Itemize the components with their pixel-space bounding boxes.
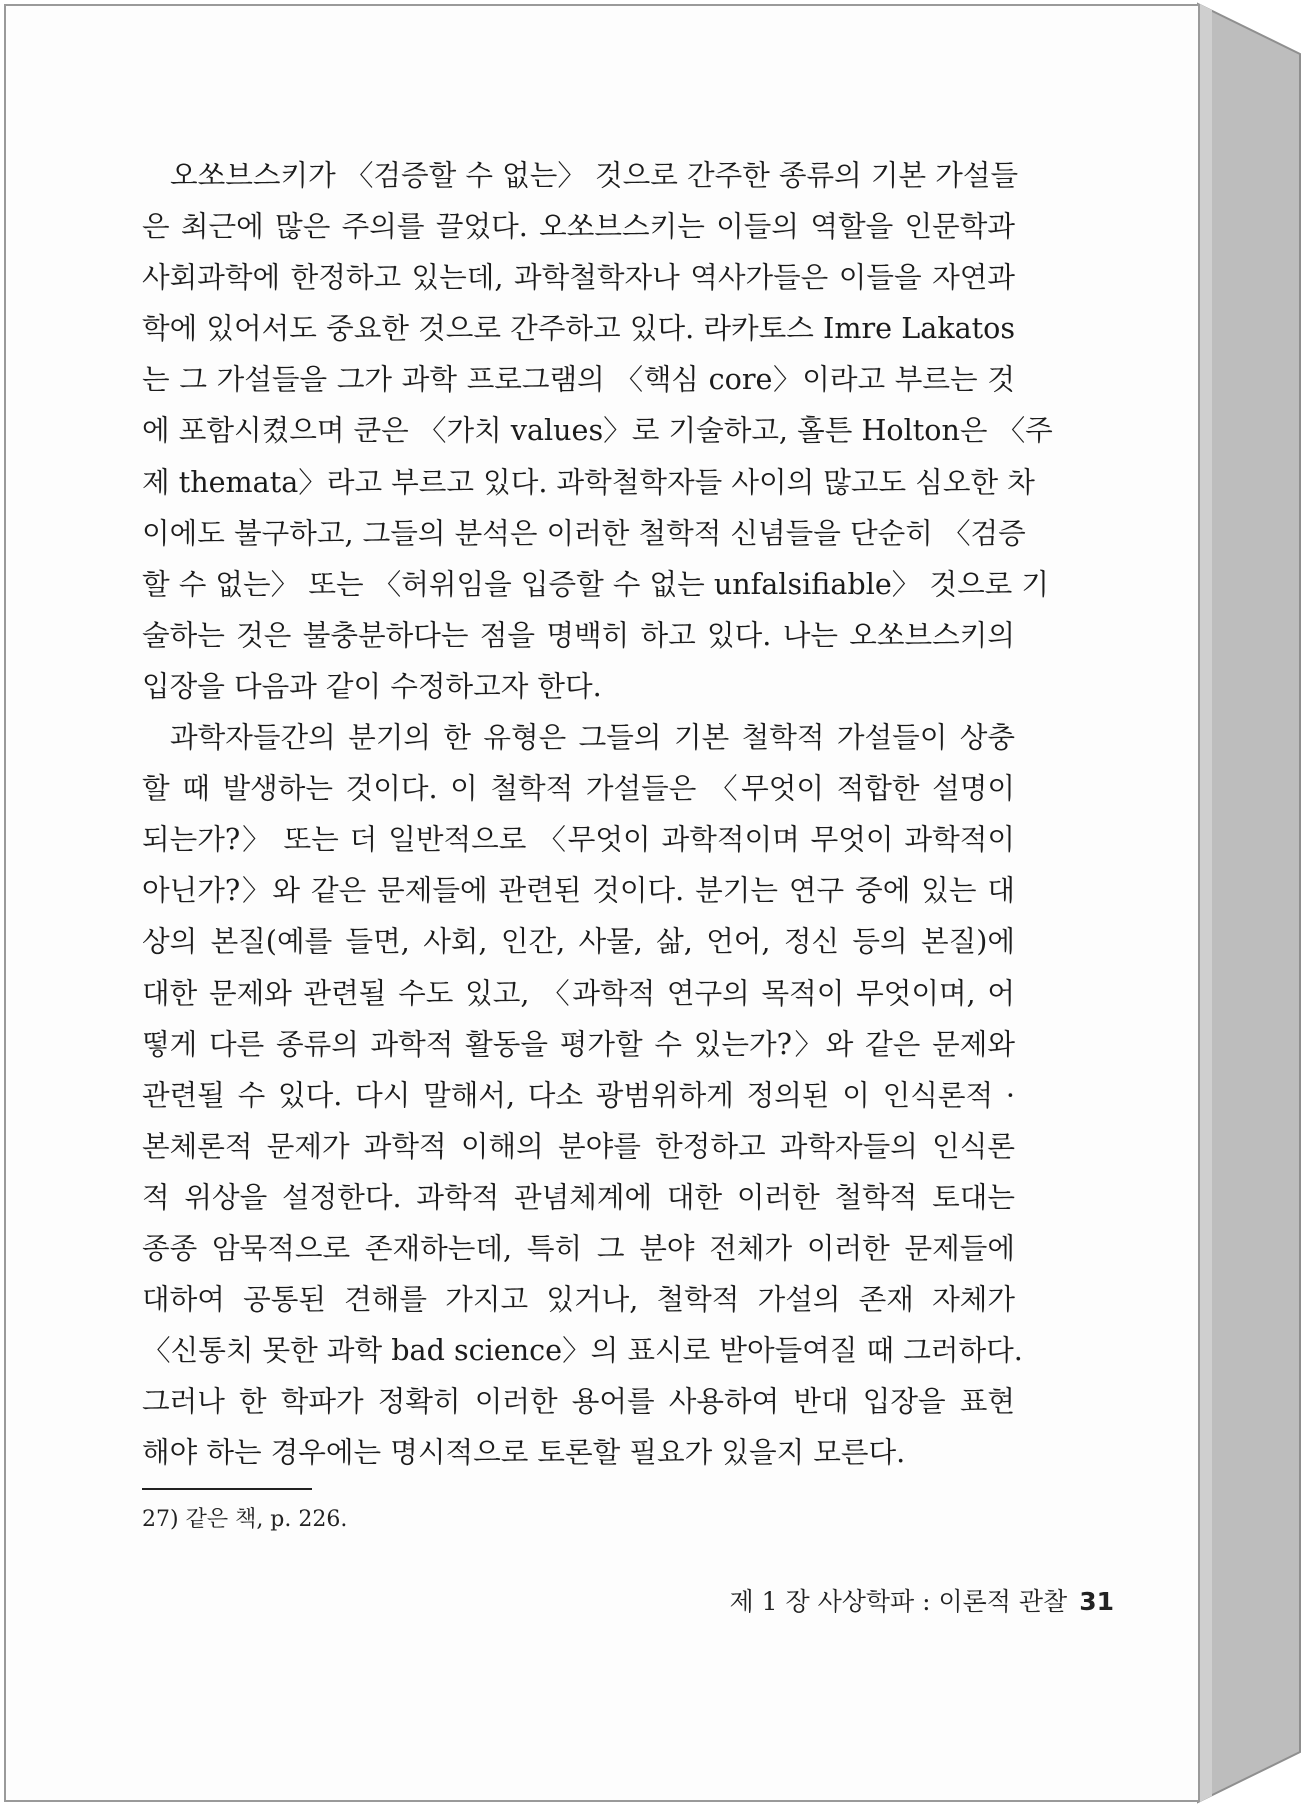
text-line: 대하여 공통된 견해를 가지고 있거나, 철학적 가설의 존재 자체가 (142, 1282, 1015, 1317)
body-text (142, 150, 1053, 1478)
text-line: 〈신통치 못한 과학 bad science〉의 표시로 받아들여질 때 그러하다. (142, 1333, 1023, 1368)
text-line: 할 수 없는〉 또는 〈허위임을 입증할 수 없는 unfalsifiable〉 것으로 기 (142, 566, 1050, 601)
text-line: 되는가?〉 또는 더 일반적으로 〈무엇이 과학적이며 무엇이 과학적이 (142, 822, 1015, 857)
text-line: 입장을 다음과 같이 수정하고자 한다. (142, 668, 602, 703)
text-line: 본체론적 문제가 과학적 이해의 분야를 한정하고 과학자들의 인식론 (142, 1128, 1015, 1163)
text-line: 사회과학에 한정하고 있는데, 과학철학자나 역사가들은 이들을 자연과 (142, 260, 1015, 295)
text-line: 종종 암묵적으로 존재하는데, 특히 그 분야 전체가 이러한 문제들에 (142, 1230, 1015, 1265)
text-line: 과학자들간의 분기의 한 유형은 그들의 기본 철학적 가설들이 상충 (170, 720, 1015, 755)
page-number: 31 (1079, 1587, 1114, 1616)
text-line: 에 포함시켰으며 쿤은 〈가치 values〉로 기술하고, 홀튼 Holton은 〈주 (142, 413, 1053, 448)
text-line: 적 위상을 설정한다. 과학적 관념체계에 대한 이러한 철학적 토대는 (142, 1179, 1015, 1214)
text-line: 제 themata〉라고 부르고 있다. 과학철학자들 사이의 많고도 심오한 차 (142, 464, 1035, 499)
text-line: 은 최근에 많은 주의를 끌었다. 오쏘브스키는 이들의 역할을 인문학과 (142, 209, 1015, 244)
text-line: 상의 본질(예를 들면, 사회, 인간, 사물, 삶, 언어, 정신 등의 본질)에 (142, 924, 1015, 959)
text-line: 해야 하는 경우에는 명시적으로 토론할 필요가 있을지 모른다. (142, 1435, 906, 1470)
text-line: 아닌가?〉와 같은 문제들에 관련된 것이다. 분기는 연구 중에 있는 대 (142, 873, 1015, 908)
text-line: 이에도 불구하고, 그들의 분석은 이러한 철학적 신념들을 단순히 〈검증 (142, 515, 1026, 550)
text-line: 관련될 수 있다. 다시 말해서, 다소 광범위하게 정의된 이 인식론적 · (142, 1077, 1015, 1112)
chapter-title: 제 1 장 사상학파 : 이론적 관찰 (729, 1587, 1068, 1616)
text-line: 학에 있어서도 중요한 것으로 간주하고 있다. 라카토스 Imre Lakatos (142, 311, 1015, 346)
text-line: 떻게 다른 종류의 과학적 활동을 평가할 수 있는가?〉와 같은 문제와 (142, 1026, 1015, 1061)
running-footer (730, 1582, 1114, 1618)
text-line: 는 그 가설들을 그가 과학 프로그램의 〈핵심 core〉이라고 부르는 것 (142, 362, 1015, 397)
text-line: 그러나 한 학파가 정확히 이러한 용어를 사용하여 반대 입장을 표현 (142, 1384, 1015, 1419)
text-line: 술하는 것은 불충분하다는 점을 명백히 하고 있다. 나는 오쏘브스키의 (142, 617, 1015, 652)
text-line: 대한 문제와 관련될 수도 있고, 〈과학적 연구의 목적이 무엇이며, 어 (142, 975, 1015, 1010)
footnote-divider (142, 1488, 312, 1490)
text-line: 오쏘브스키가 〈검증할 수 없는〉 것으로 간주한 종류의 기본 가설들 (170, 158, 1019, 192)
footnote: 27) 같은 책, p. 226. (142, 1507, 348, 1532)
text-line: 할 때 발생하는 것이다. 이 철학적 가설들은 〈무엇이 적합한 설명이 (142, 771, 1015, 806)
